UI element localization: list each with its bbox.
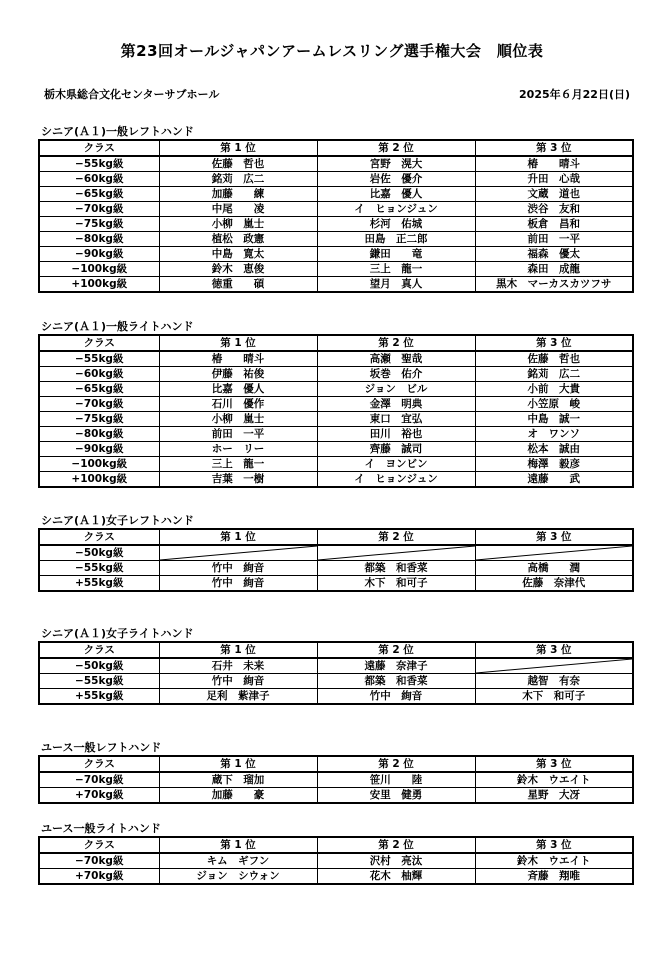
table-row: [39, 545, 633, 561]
winner-cell: 前田 一平: [159, 427, 317, 442]
header-row: [39, 756, 633, 772]
class-cell: −70kg級: [39, 853, 159, 869]
class-cell: −75kg級: [39, 412, 159, 427]
header-row: [39, 140, 633, 156]
winner-cell: 吉葉 一樹: [159, 472, 317, 488]
class-cell: −100kg級: [39, 457, 159, 472]
column-header: 第 2 位: [317, 642, 475, 658]
column-header: 第 2 位: [317, 140, 475, 156]
table-row: [39, 277, 633, 293]
header-row: [39, 642, 633, 658]
winner-cell: 銘苅 広二: [159, 172, 317, 187]
header-row: [39, 529, 633, 545]
winner-cell: ホー リー: [159, 442, 317, 457]
winner-cell: 安里 健勇: [317, 788, 475, 804]
winner-cell: 花木 柚輝: [317, 869, 475, 885]
column-header: 第 1 位: [159, 529, 317, 545]
table-row: [39, 658, 633, 674]
results-section: [38, 319, 632, 488]
winner-cell: 斉藤 翔唯: [475, 869, 633, 885]
winner-cell: 升田 心哉: [475, 172, 633, 187]
class-cell: −50kg級: [39, 545, 159, 561]
column-header: 第 3 位: [475, 529, 633, 545]
column-header: クラス: [39, 642, 159, 658]
winner-cell: 松本 誠由: [475, 442, 633, 457]
class-cell: −50kg級: [39, 658, 159, 674]
winner-cell: 加藤 練: [159, 187, 317, 202]
winner-cell: 竹中 絢音: [159, 561, 317, 576]
winner-cell: 鈴木 恵俊: [159, 262, 317, 277]
winner-cell: ジョン ビル: [317, 382, 475, 397]
winner-cell: 加藤 豪: [159, 788, 317, 804]
diagonal-line: [318, 546, 475, 560]
section-title: シニア(Ａ１)一般ライトハンド: [41, 320, 194, 333]
winner-cell: 小柳 嵐士: [159, 412, 317, 427]
winner-cell: 坂巻 佑介: [317, 367, 475, 382]
column-header: クラス: [39, 756, 159, 772]
empty-cell: [317, 545, 475, 561]
winner-cell: 蔵下 瑠加: [159, 772, 317, 788]
table-row: [39, 853, 633, 869]
winner-cell: 鈴木 ウエイト: [475, 853, 633, 869]
table-row: [39, 367, 633, 382]
results-table: [38, 641, 634, 705]
winner-cell: 岩佐 優介: [317, 172, 475, 187]
table-row: [39, 472, 633, 488]
results-section: [38, 124, 632, 293]
winner-cell: 佐藤 哲也: [475, 351, 633, 367]
results-section: [38, 821, 632, 885]
table-row: [39, 457, 633, 472]
winner-cell: 徳重 碩: [159, 277, 317, 293]
winner-cell: 遠藤 奈津子: [317, 658, 475, 674]
class-cell: −60kg級: [39, 172, 159, 187]
winner-cell: 齊藤 誠司: [317, 442, 475, 457]
venue-label: 栃木県総合文化センターサブホール: [44, 88, 220, 101]
winner-cell: 足利 紫津子: [159, 689, 317, 705]
winner-cell: 中島 寛太: [159, 247, 317, 262]
winner-cell: イ ヨンビン: [317, 457, 475, 472]
winner-cell: 椿 晴斗: [159, 351, 317, 367]
winner-cell: 都築 和香菜: [317, 561, 475, 576]
class-cell: −55kg級: [39, 156, 159, 172]
column-header: クラス: [39, 335, 159, 351]
winner-cell: 森田 成龍: [475, 262, 633, 277]
winner-cell: イ ヒョンジュン: [317, 472, 475, 488]
winner-cell: オ ワンソ: [475, 427, 633, 442]
class-cell: −70kg級: [39, 202, 159, 217]
class-cell: +70kg級: [39, 869, 159, 885]
winner-cell: 小柳 嵐士: [159, 217, 317, 232]
winner-cell: 杉河 佑城: [317, 217, 475, 232]
winner-cell: 越智 有奈: [475, 674, 633, 689]
winner-cell: 鈴木 ウエイト: [475, 772, 633, 788]
winner-cell: 三上 龍一: [317, 262, 475, 277]
class-cell: +100kg級: [39, 277, 159, 293]
winner-cell: 板倉 昌和: [475, 217, 633, 232]
column-header: 第 1 位: [159, 756, 317, 772]
class-cell: −65kg級: [39, 382, 159, 397]
winner-cell: 望月 真人: [317, 277, 475, 293]
table-row: [39, 689, 633, 705]
column-header: 第 3 位: [475, 756, 633, 772]
class-cell: −60kg級: [39, 367, 159, 382]
results-table: [38, 528, 634, 592]
section-title: ユース一般レフトハンド: [41, 741, 162, 754]
column-header: クラス: [39, 140, 159, 156]
column-header: 第 3 位: [475, 335, 633, 351]
winner-cell: 文蔵 道也: [475, 187, 633, 202]
winner-cell: 前田 一平: [475, 232, 633, 247]
section-title: シニア(Ａ１)女子ライトハンド: [41, 627, 194, 640]
winner-cell: イ ヒョンジュン: [317, 202, 475, 217]
class-cell: −90kg級: [39, 442, 159, 457]
winner-cell: 椿 晴斗: [475, 156, 633, 172]
results-table: [38, 334, 634, 488]
winner-cell: 福森 優太: [475, 247, 633, 262]
winner-cell: 小笠原 峻: [475, 397, 633, 412]
table-row: [39, 382, 633, 397]
column-header: クラス: [39, 529, 159, 545]
winner-cell: 木下 和可子: [317, 576, 475, 592]
winner-cell: 宮野 滉大: [317, 156, 475, 172]
column-header: 第 1 位: [159, 837, 317, 853]
winner-cell: 石川 優作: [159, 397, 317, 412]
winner-cell: 高橋 潤: [475, 561, 633, 576]
winner-cell: 渋谷 友和: [475, 202, 633, 217]
results-table: [38, 836, 634, 885]
table-row: [39, 576, 633, 592]
winner-cell: 金澤 明典: [317, 397, 475, 412]
column-header: 第 1 位: [159, 642, 317, 658]
winner-cell: 植松 政憲: [159, 232, 317, 247]
table-row: [39, 412, 633, 427]
class-cell: −55kg級: [39, 561, 159, 576]
winner-cell: 笹川 陸: [317, 772, 475, 788]
empty-cell: [475, 658, 633, 674]
table-row: [39, 187, 633, 202]
column-header: クラス: [39, 837, 159, 853]
section-title: シニア(Ａ１)一般レフトハンド: [41, 125, 194, 138]
winner-cell: 伊藤 祐俊: [159, 367, 317, 382]
results-table: [38, 755, 634, 804]
diagonal-line: [160, 546, 317, 560]
table-row: [39, 772, 633, 788]
winner-cell: 竹中 絢音: [317, 689, 475, 705]
winner-cell: 小前 大貴: [475, 382, 633, 397]
class-cell: −80kg級: [39, 232, 159, 247]
table-row: [39, 561, 633, 576]
winner-cell: 田島 正二郎: [317, 232, 475, 247]
winner-cell: 佐藤 哲也: [159, 156, 317, 172]
column-header: 第 1 位: [159, 140, 317, 156]
winner-cell: ジョン シウォン: [159, 869, 317, 885]
winner-cell: 石井 未来: [159, 658, 317, 674]
class-cell: +55kg級: [39, 689, 159, 705]
table-row: [39, 156, 633, 172]
winner-cell: 木下 和可子: [475, 689, 633, 705]
table-row: [39, 202, 633, 217]
winner-cell: 比嘉 優人: [317, 187, 475, 202]
winner-cell: 高瀬 聖哉: [317, 351, 475, 367]
column-header: 第 3 位: [475, 642, 633, 658]
column-header: 第 2 位: [317, 529, 475, 545]
class-cell: −90kg級: [39, 247, 159, 262]
section-title: ユース一般ライトハンド: [41, 822, 161, 835]
winner-cell: 中尾 凌: [159, 202, 317, 217]
table-row: [39, 217, 633, 232]
winner-cell: 梅澤 毅彦: [475, 457, 633, 472]
table-row: [39, 351, 633, 367]
results-section: [38, 513, 632, 592]
winner-cell: 佐藤 奈津代: [475, 576, 633, 592]
class-cell: +55kg級: [39, 576, 159, 592]
winner-cell: 三上 龍一: [159, 457, 317, 472]
table-row: [39, 172, 633, 187]
table-row: [39, 788, 633, 804]
header-row: [39, 335, 633, 351]
column-header: 第 3 位: [475, 140, 633, 156]
date-label: 2025年６月22日(日): [519, 88, 630, 101]
table-row: [39, 262, 633, 277]
results-table: [38, 139, 634, 293]
class-cell: −55kg級: [39, 674, 159, 689]
class-cell: −70kg級: [39, 772, 159, 788]
column-header: 第 2 位: [317, 756, 475, 772]
table-row: [39, 247, 633, 262]
table-row: [39, 427, 633, 442]
section-title: シニア(Ａ１)女子レフトハンド: [41, 514, 194, 527]
winner-cell: 遠藤 武: [475, 472, 633, 488]
table-row: [39, 869, 633, 885]
column-header: 第 3 位: [475, 837, 633, 853]
column-header: 第 1 位: [159, 335, 317, 351]
header-row: [39, 837, 633, 853]
table-row: [39, 232, 633, 247]
column-header: 第 2 位: [317, 837, 475, 853]
winner-cell: 竹中 絢音: [159, 576, 317, 592]
winner-cell: 中島 誠一: [475, 412, 633, 427]
class-cell: −75kg級: [39, 217, 159, 232]
diagonal-line: [476, 659, 633, 673]
class-cell: −70kg級: [39, 397, 159, 412]
winner-cell: 銘苅 広二: [475, 367, 633, 382]
page-title: 第23回オールジャパンアームレスリング選手権大会 順位表: [120, 42, 544, 60]
class-cell: +100kg級: [39, 472, 159, 488]
winner-cell: 黒木 マーカスカツフサ: [475, 277, 633, 293]
winner-cell: 比嘉 優人: [159, 382, 317, 397]
winner-cell: 沢村 亮汰: [317, 853, 475, 869]
winner-cell: 田川 裕也: [317, 427, 475, 442]
winner-cell: 東口 宜弘: [317, 412, 475, 427]
table-row: [39, 397, 633, 412]
diagonal-line: [476, 546, 633, 560]
results-section: [38, 740, 632, 804]
class-cell: −80kg級: [39, 427, 159, 442]
class-cell: +70kg級: [39, 788, 159, 804]
winner-cell: 都築 和香菜: [317, 674, 475, 689]
empty-cell: [159, 545, 317, 561]
empty-cell: [475, 545, 633, 561]
winner-cell: 星野 大冴: [475, 788, 633, 804]
column-header: 第 2 位: [317, 335, 475, 351]
winner-cell: キム ギフン: [159, 853, 317, 869]
class-cell: −65kg級: [39, 187, 159, 202]
winner-cell: 竹中 絢音: [159, 674, 317, 689]
table-row: [39, 674, 633, 689]
table-row: [39, 442, 633, 457]
class-cell: −100kg級: [39, 262, 159, 277]
results-section: [38, 626, 632, 705]
class-cell: −55kg級: [39, 351, 159, 367]
winner-cell: 鎌田 竜: [317, 247, 475, 262]
